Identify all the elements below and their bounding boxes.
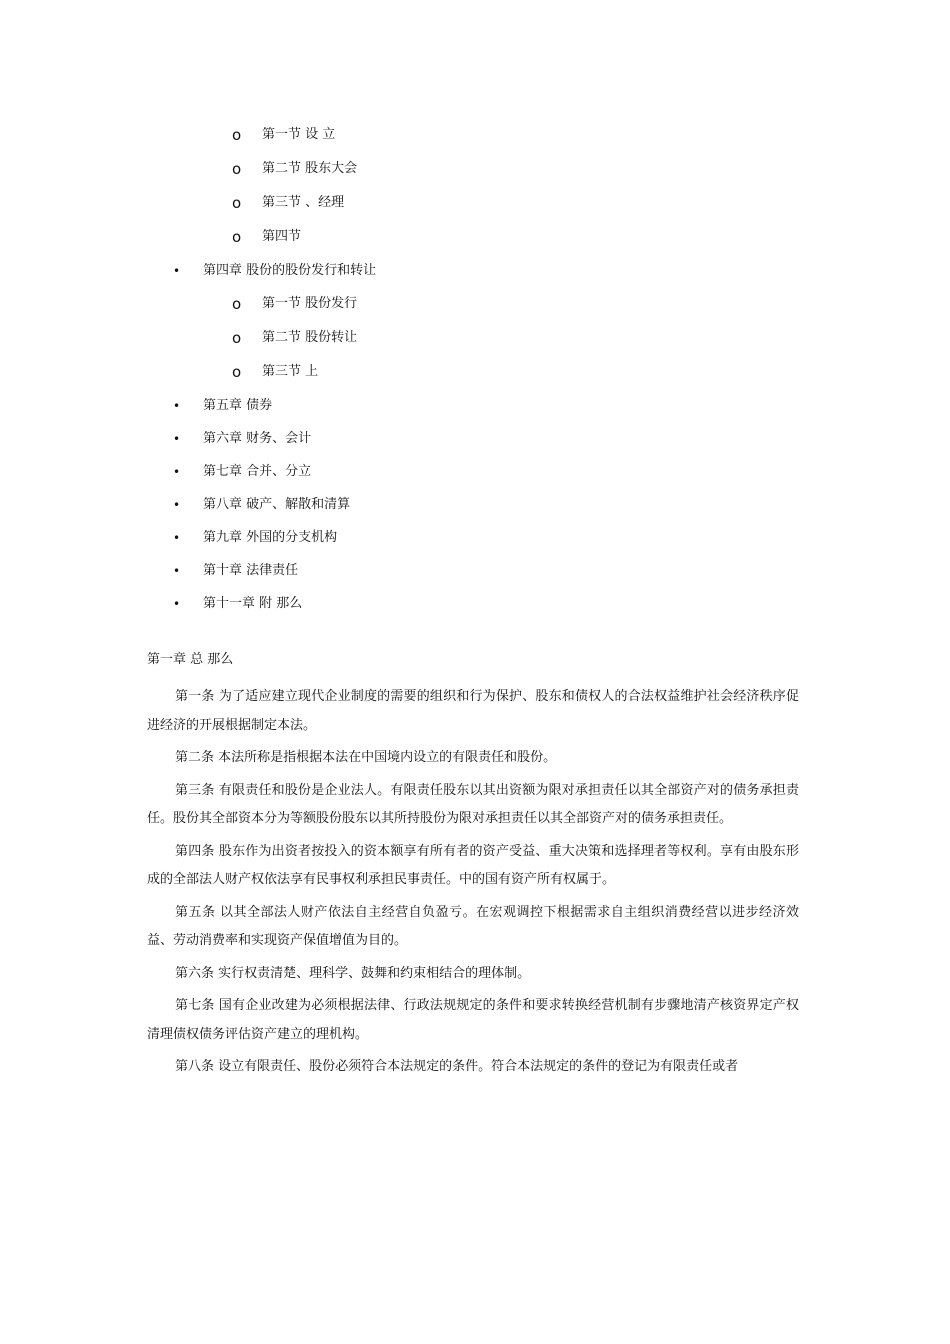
article-paragraph: 第四条 股东作为出资者按投入的资本额享有所有者的资产受益、重大决策和选择理者等权利。享有由股东形成的全部法人财产权依法享有民事权利承担民事责任。中的国有资产所有权属于。: [147, 843, 799, 887]
disc-bullet-icon: •: [173, 564, 181, 578]
disc-bullet-icon: •: [173, 465, 181, 479]
toc-subitem-label: 第三节 、经理: [262, 195, 345, 210]
circle-bullet-icon: o: [232, 295, 242, 313]
disc-bullet-icon: •: [173, 432, 181, 446]
toc-subitem-label: 第一节 股份发行: [262, 296, 358, 311]
disc-bullet-icon: •: [173, 264, 181, 278]
article-paragraph: 第七条 国有企业改建为必须根据法律、行政法规规定的条件和要求转换经营机制有步骤地清产核资界定产权清理债权债务评估资产建立的理机构。: [147, 998, 799, 1042]
toc-chapter-label: 第九章 外国的分支机构: [203, 530, 338, 545]
circle-bullet-icon: o: [232, 160, 242, 178]
disc-bullet-icon: •: [173, 597, 181, 611]
circle-bullet-icon: o: [232, 228, 242, 246]
toc-chapter-label: 第十章 法律责任: [203, 563, 299, 578]
toc-subitem-label: 第四节: [262, 229, 302, 244]
chapter-heading: 第一章 总 那么: [147, 652, 234, 667]
article-paragraph: 第一条 为了适应建立现代企业制度的需要的组织和行为保护、股东和债权人的合法权益维护社会经济秩序促进经济的开展根据制定本法。: [147, 689, 799, 733]
article-body: [147, 683, 799, 1082]
article-paragraph: 第八条 设立有限责任、股份必须符合本法规定的条件。符合本法规定的条件的登记为有限责任或者: [175, 1059, 739, 1074]
circle-bullet-icon: o: [232, 329, 242, 347]
circle-bullet-icon: o: [232, 126, 242, 144]
article-paragraph: 第六条 实行权责清楚、理科学、鼓舞和约束相结合的理体制。: [175, 965, 531, 981]
article-paragraph: 第五条 以其全部法人财产依法自主经营自负盈亏。在宏观调控下根据需求自主组织消费经营以进步经济效益、劳动消费率和实现资产保值增值为目的。: [147, 904, 799, 948]
toc-chapter-label: 第六章 财务、会计: [203, 431, 312, 446]
article-paragraph: 第三条 有限责任和股份是企业法人。有限责任股东以其出资额为限对承担责任以其全部资产对的债务承担责任。股份其全部资本分为等额股份股东以其所持股份为限对承担责任以其全部资产对的债务承担责任。: [147, 782, 799, 826]
disc-bullet-icon: •: [173, 531, 181, 545]
disc-bullet-icon: •: [173, 498, 181, 512]
toc-subitem-label: 第三节 上: [262, 364, 319, 379]
toc-chapter-label: 第四章 股份的股份发行和转让: [203, 263, 377, 278]
disc-bullet-icon: •: [173, 399, 181, 413]
circle-bullet-icon: o: [232, 363, 242, 381]
toc-chapter-label: 第八章 破产、解散和清算: [203, 497, 351, 512]
toc-subitem-label: 第一节 设 立: [262, 127, 336, 142]
toc-chapter-label: 第七章 合并、分立: [203, 464, 312, 479]
toc-chapter-label: 第五章 债券: [203, 398, 273, 413]
toc-chapter-label: 第十一章 附 那么: [203, 596, 303, 611]
circle-bullet-icon: o: [232, 194, 242, 212]
toc-subitem-label: 第二节 股东大会: [262, 161, 358, 176]
article-paragraph: 第二条 本法所称是指根据本法在中国境内设立的有限责任和股份。: [175, 750, 557, 765]
toc-subitem-label: 第二节 股份转让: [262, 330, 358, 345]
